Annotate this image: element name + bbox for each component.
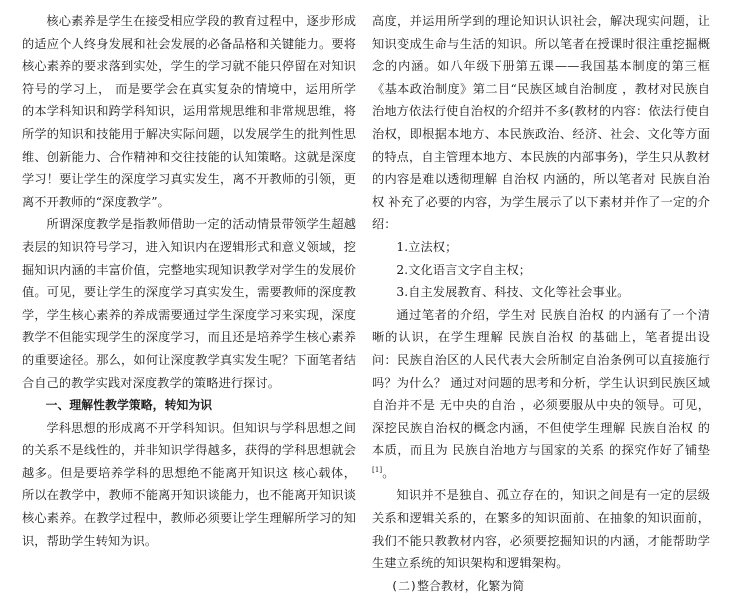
left-column [22,10,356,552]
paragraph-autonomy-end: 。 [382,465,395,480]
subsection-heading: (二)整合教材，化繁为简 [390,578,525,593]
list-item-1: 1.立法权； [396,239,458,254]
paragraph-concept-connotation: 高度，并运用所学到的理论知识认识社会，解决现实问题，让知识变成生命与生活的知识。所以笔者在授课时很注重挖掘概念的内涵。如八年级下册第五课——我国基本制度的第三框《基本政治制度》第二目“民族区域自治制度 ，教材对民族自治地方依法行使自治权的介绍并不多(教材的内容：依法行使自治权，即根据本地方、本民族政治、经济、社会、文化等方面的特点，自主管理本地方、本民族的内部事务)，学生只从教材的内容是难以透彻理解 自治权 内涵的，所以笔者对 民族自治权 补充了必要的内容，为学生展示了以下素材并作了一定的介绍： [372,14,710,232]
list-item-3: 3.自主发展教育、科技、文化等社会事业。 [396,285,630,300]
paragraph-autonomy-text: 通过笔者的介绍，学生对 民族自治权 的内涵有了一个清晰的认识，在学生理解 民族自治权 的基础上，笔者提出设问：民族自治区的人民代表大会所制定自治条例可以直接施行吗？为什么？ 通过对问题的思考和分析，学生认识到民族区域自治并不是 无中央的自治 ，必须要服从中央的领导。可见，深挖民族自治权的概念内涵，不但使学生理解 民族自治权 的本质，而且为 民族自治地方与国家的关系 的探究作好了铺垫 [372,307,710,458]
paragraph-subject-thinking: 学科思想的形成离不开学科知识。但知识与学科思想之间的关系不是线性的，并非知识学得越多，获得的学科思想就会越多。但是要培养学科的思想绝不能离开知识这 核心载体，所以在教学中，教师不能离开知识谈能力，也不能离开知识谈核心素养。在教学过程中，教师必须要让学生理解所学习的知识，帮助学生转知为识。 [22,420,356,548]
paragraph-knowledge-structure: 知识并不是独自、孤立存在的，知识之间是有一定的层级关系和逻辑关系的，在繁多的知识面前、在抽象的知识面前，我们不能只教教材内容，必须要挖掘知识的内涵，才能帮助学生建立系统的知识架构和逻辑架构。 [372,488,710,571]
citation-reference: [1] [372,465,383,474]
paragraph-deep-teaching: 所谓深度教学是指教师借助一定的活动情景带领学生超越表层的知识符号学习，进入知识内在逻辑形式和意义领域，挖掘知识内涵的丰富价值，完整地实现知识教学对学生的发展价值。可见，要让学生的深度学习真实发生，需要教师的深度教学，学生核心素养的养成需要通过学生深度学习来实现，深度教学不但能实现学生的深度学习，而且还是培养学生核心素养的重要途径。那么，如何让深度教学真实发生呢？下面笔者结合自己的教学实践对深度教学的策略进行探讨。 [22,217,356,390]
right-column [372,10,710,597]
section-heading: 一、理解性教学策略，转知为识 [45,398,213,413]
list-item-2: 2.文化语言文字自主权； [396,262,532,277]
paragraph-core-literacy: 核心素养是学生在接受相应学段的教育过程中，逐步形成的适应个人终身发展和社会发展的必备品格和关键能力。要将核心素养的要求落到实处，学生的学习就不能只停留在对知识符号的学习上， 而是要学会在真实复杂的情境中，运用所学的本学科知识和跨学科知识，运用常规思维和非常规思维，将所学的知识和技能用于解决实际问题，以发展学生的批判性思维、创新能力、合作精神和交往技能的认知策略。这就是深度学习！要让学生的深度学习真实发生，离不开教师的引领，更离不开教师的“深度教学”。 [22,14,356,209]
paragraph-autonomy-analysis [372,304,710,485]
